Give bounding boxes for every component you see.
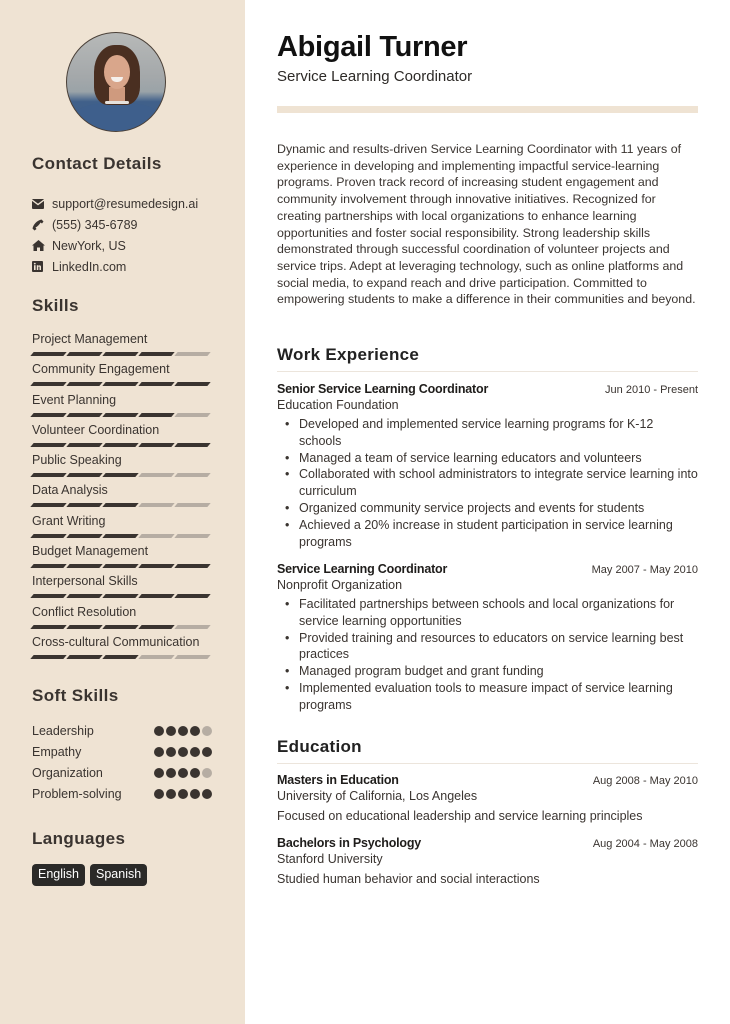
soft-skill-item <box>32 783 212 804</box>
education-description: Focused on educational leadership and service learning principles <box>277 809 643 823</box>
rating-dot-filled <box>178 747 188 757</box>
soft-skill-item <box>32 762 212 783</box>
skill-item <box>32 604 212 634</box>
rating-dot-filled <box>166 747 176 757</box>
job-bullet: • Managed a team of service learning educators and volunteers <box>277 450 698 467</box>
skill-level-bar <box>32 655 212 659</box>
rating-dot-filled <box>190 768 200 778</box>
job-bullets <box>277 416 698 550</box>
level-segment-filled <box>102 443 138 447</box>
rating-dot-filled <box>154 768 164 778</box>
rating-dot-filled <box>154 726 164 736</box>
level-segment-filled <box>138 625 174 629</box>
level-segment-empty <box>138 503 174 507</box>
job-entry <box>277 382 698 550</box>
level-segment-filled <box>102 534 138 538</box>
phone-icon <box>32 219 52 231</box>
level-segment-filled <box>102 382 138 386</box>
skill-level-bar <box>32 413 212 417</box>
level-segment-filled <box>66 443 102 447</box>
skill-label: Project Management <box>32 332 148 346</box>
level-segment-filled <box>138 382 174 386</box>
level-segment-filled <box>174 382 210 386</box>
level-segment-empty <box>138 534 174 538</box>
contact-phone[interactable] <box>32 214 198 235</box>
skill-label: Interpersonal Skills <box>32 574 138 589</box>
education-degree: Masters in Education <box>277 773 399 787</box>
job-dates: Jun 2010 - Present <box>605 384 698 396</box>
rating-dot-filled <box>154 747 164 757</box>
job-bullet: • Collaborated with school administrators to integrate service learning into curriculum <box>277 466 698 500</box>
level-segment-filled <box>30 594 66 598</box>
soft-skill-item <box>32 720 212 741</box>
level-segment-filled <box>30 382 66 386</box>
rating-dot-filled <box>166 789 176 799</box>
language-badge: English <box>32 864 85 886</box>
education-dates: Aug 2004 - May 2008 <box>592 838 698 850</box>
level-segment-filled <box>66 534 102 538</box>
level-segment-filled <box>66 382 102 386</box>
level-segment-empty <box>138 655 174 659</box>
skill-item <box>32 331 212 361</box>
job-entry <box>277 562 698 714</box>
education-degree: Bachelors in Psychology <box>277 836 422 850</box>
job-bullet: • Provided training and resources to educators on service learning best practices <box>277 630 698 664</box>
skill-item <box>32 513 212 543</box>
education-entry <box>277 836 698 886</box>
job-header <box>277 382 698 396</box>
soft-skill-rating <box>154 747 212 757</box>
level-segment-empty <box>174 413 210 417</box>
contact-list <box>32 193 198 277</box>
skill-label: Budget Management <box>32 544 149 559</box>
job-bullets <box>277 596 698 714</box>
soft-skill-label: Leadership <box>32 723 94 738</box>
languages-list <box>32 864 147 886</box>
level-segment-filled <box>30 473 66 477</box>
level-segment-filled <box>30 443 66 447</box>
education-header <box>277 836 698 850</box>
skill-item <box>32 361 212 391</box>
envelope-icon <box>32 199 52 209</box>
level-segment-empty <box>174 503 210 507</box>
skill-label: Event Planning <box>32 392 117 407</box>
rating-dot-filled <box>190 726 200 736</box>
level-segment-filled <box>66 503 102 507</box>
soft-skill-label: Organization <box>32 765 103 780</box>
contact-heading: Contact Details <box>32 154 162 173</box>
skill-item <box>32 573 212 603</box>
level-segment-filled <box>174 443 210 447</box>
education-header <box>277 773 698 787</box>
skill-label: Community Engagement <box>32 362 170 377</box>
level-segment-filled <box>102 594 138 598</box>
contact-linkedin-text: LinkedIn.com <box>52 259 127 274</box>
contact-location-text: NewYork, US <box>52 238 126 253</box>
level-segment-filled <box>102 503 138 507</box>
job-bullet: • Managed program budget and grant funding <box>277 663 698 680</box>
rating-dot-filled <box>202 789 212 799</box>
skill-level-bar <box>32 443 212 447</box>
level-segment-filled <box>138 564 174 568</box>
education-description: Studied human behavior and social interactions <box>277 872 540 886</box>
skill-level-bar <box>32 382 212 386</box>
level-segment-filled <box>30 503 66 507</box>
rating-dot-filled <box>178 789 188 799</box>
job-bullet: • Developed and implemented service learning programs for K-12 schools <box>277 416 698 450</box>
work-experience-heading: Work Experience <box>277 345 420 364</box>
education-dates: Aug 2008 - May 2010 <box>592 775 698 787</box>
skill-item <box>32 482 212 512</box>
job-dates: May 2007 - May 2010 <box>591 564 698 576</box>
contact-location <box>32 235 198 256</box>
soft-skill-label: Empathy <box>32 744 82 759</box>
rating-dot-filled <box>190 789 200 799</box>
level-segment-filled <box>102 564 138 568</box>
level-segment-filled <box>30 352 66 356</box>
soft-skill-rating <box>154 789 212 799</box>
level-segment-empty <box>138 473 174 477</box>
level-segment-filled <box>66 352 102 356</box>
education-school: Stanford University <box>277 852 383 866</box>
rating-dot-filled <box>178 768 188 778</box>
level-segment-filled <box>138 443 174 447</box>
soft-skill-item <box>32 741 212 762</box>
candidate-name: Abigail Turner <box>277 31 468 63</box>
rating-dot-filled <box>178 726 188 736</box>
language-badge: Spanish <box>90 864 147 886</box>
skill-item <box>32 452 212 482</box>
skill-label: Grant Writing <box>32 513 106 528</box>
skill-level-bar <box>32 594 212 598</box>
rating-dot-filled <box>166 768 176 778</box>
skills-list <box>32 331 212 664</box>
level-segment-filled <box>66 473 102 477</box>
level-segment-filled <box>102 473 138 477</box>
level-segment-filled <box>138 594 174 598</box>
level-segment-filled <box>30 655 66 659</box>
contact-email[interactable] <box>32 193 198 214</box>
sidebar <box>0 0 245 1024</box>
contact-email-text: support@resumedesign.ai <box>52 196 199 211</box>
level-segment-filled <box>66 625 102 629</box>
skill-label: Public Speaking <box>32 453 122 468</box>
skill-label: Cross-cultural Communication <box>32 634 200 649</box>
section-divider <box>277 371 698 372</box>
skill-level-bar <box>32 564 212 568</box>
soft-skill-rating <box>154 768 212 778</box>
skill-item <box>32 543 212 573</box>
level-segment-empty <box>174 352 210 356</box>
skill-label: Volunteer Coordination <box>32 422 160 437</box>
rating-dot-filled <box>166 726 176 736</box>
job-bullet: • Achieved a 20% increase in student participation in service learning programs <box>277 517 698 551</box>
job-role: Senior Service Learning Coordinator <box>277 382 489 396</box>
skill-level-bar <box>32 473 212 477</box>
level-segment-filled <box>174 564 210 568</box>
skill-item <box>32 422 212 452</box>
level-segment-filled <box>102 413 138 417</box>
education-heading: Education <box>277 737 362 756</box>
contact-linkedin[interactable] <box>32 256 198 277</box>
level-segment-filled <box>102 655 138 659</box>
education-school: University of California, Los Angeles <box>277 789 478 803</box>
rating-dot-filled <box>202 747 212 757</box>
soft-skills-list <box>32 720 212 804</box>
level-segment-empty <box>174 534 210 538</box>
level-segment-filled <box>66 655 102 659</box>
section-divider <box>277 763 698 764</box>
job-bullet: • Facilitated partnerships between schools and local organizations for service learning opportunities <box>277 596 698 630</box>
job-organization: Nonprofit Organization <box>277 578 403 592</box>
languages-heading: Languages <box>32 829 126 848</box>
education-entry <box>277 773 698 823</box>
job-bullet: • Implemented evaluation tools to measure impact of service learning programs <box>277 680 698 714</box>
job-header <box>277 562 698 576</box>
soft-skill-label: Problem-solving <box>32 786 122 801</box>
skill-level-bar <box>32 534 212 538</box>
rating-dot-empty <box>202 726 212 736</box>
level-segment-filled <box>66 413 102 417</box>
soft-skill-rating <box>154 726 212 736</box>
level-segment-filled <box>138 352 174 356</box>
level-segment-empty <box>174 473 210 477</box>
level-segment-filled <box>102 625 138 629</box>
skill-level-bar <box>32 625 212 629</box>
contact-phone-text: (555) 345-6789 <box>52 217 138 232</box>
level-segment-filled <box>30 625 66 629</box>
job-organization: Education Foundation <box>277 398 399 412</box>
level-segment-filled <box>30 534 66 538</box>
skill-item <box>32 634 212 664</box>
candidate-title: Service Learning Coordinator <box>277 68 473 85</box>
level-segment-filled <box>102 352 138 356</box>
level-segment-filled <box>66 594 102 598</box>
level-segment-filled <box>138 413 174 417</box>
skill-level-bar <box>32 352 212 356</box>
level-segment-filled <box>66 564 102 568</box>
accent-divider <box>277 106 698 113</box>
skill-level-bar <box>32 503 212 507</box>
skill-label: Conflict Resolution <box>32 604 137 619</box>
rating-dot-filled <box>190 747 200 757</box>
skills-heading: Skills <box>32 296 79 315</box>
rating-dot-empty <box>202 768 212 778</box>
level-segment-filled <box>30 413 66 417</box>
skill-label: Data Analysis <box>32 483 108 498</box>
linkedin-icon <box>32 261 52 272</box>
level-segment-filled <box>174 594 210 598</box>
profile-summary: Dynamic and results-driven Service Learning Coordinator with 11 years of experience in developing and implementing impactful service-learning programs. Proven track record of increasing student engagement and community involvement through innovative initiatives. Recognized for creating partnerships with local organizations to enhance learning opportunities and foster social responsibility. Strong leadership skills demonstrated through successful coordination of volunteer projects and service trips. Adept at leveraging technology, such as online platforms and social media, to expand reach and drive participation. Committed to empowering students to make a difference in their communities and beyond. <box>277 142 696 307</box>
home-icon <box>32 240 52 251</box>
job-bullet: • Organized community service projects and events for students <box>277 500 698 517</box>
level-segment-filled <box>30 564 66 568</box>
soft-skills-heading: Soft Skills <box>32 686 119 705</box>
job-role: Service Learning Coordinator <box>277 562 448 576</box>
profile-photo <box>66 32 166 132</box>
level-segment-empty <box>174 625 210 629</box>
level-segment-empty <box>174 655 210 659</box>
skill-item <box>32 392 212 422</box>
rating-dot-filled <box>154 789 164 799</box>
